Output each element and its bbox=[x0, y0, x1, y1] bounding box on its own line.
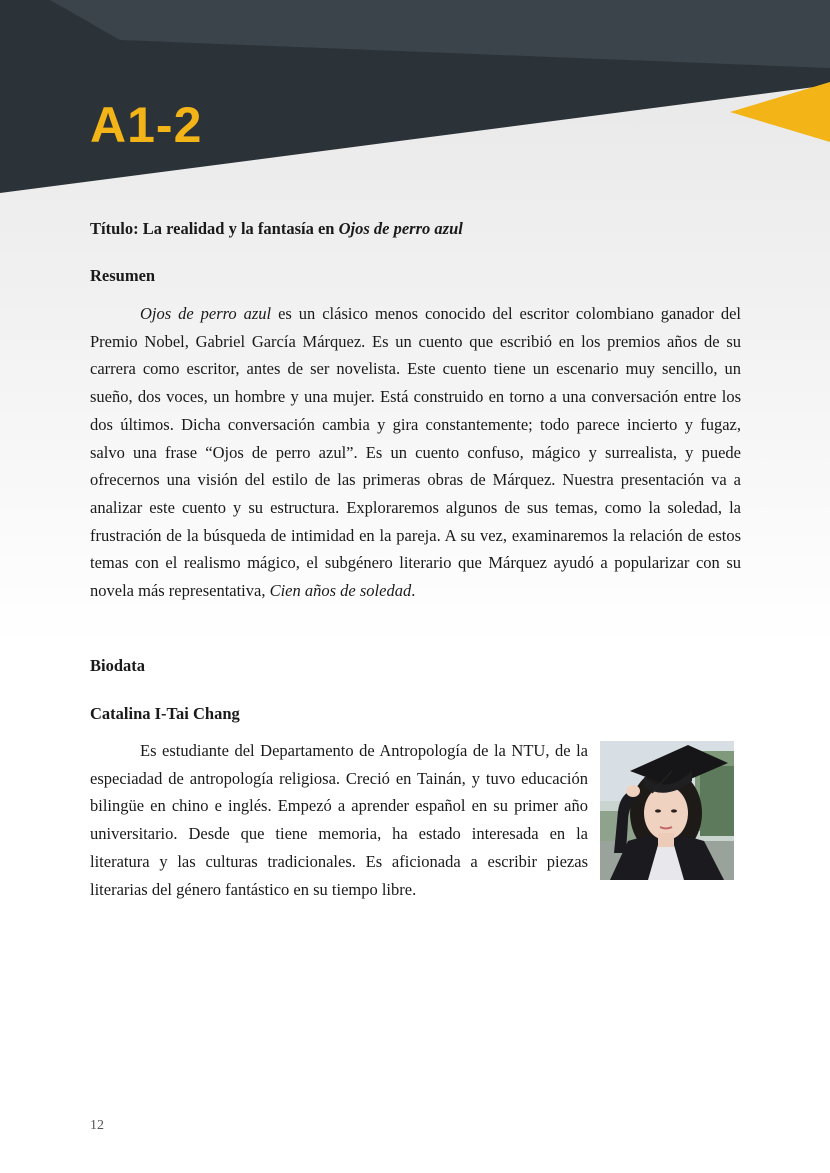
title-work: Ojos de perro azul bbox=[338, 219, 463, 238]
resumen-novel: Cien años de soledad bbox=[269, 581, 412, 601]
biodata-heading: Biodata bbox=[90, 656, 146, 675]
biodata-body bbox=[90, 737, 588, 903]
page-number: 12 bbox=[90, 1118, 104, 1133]
title-prefix: Título: La realidad y la fantasía en bbox=[90, 219, 339, 238]
biodata-paragraph: Es estudiante del Departamento de Antropología de la NTU, de la especiadad de antropología religiosa. Creció en Tainán, y tuvo educación bilingüe en chino e inglés. Empezó a aprender español en su primer año universitario. Desde que tiene memoria, ha estado interesada en la literatura y las culturas tradicionales. Es aficionada a escribir piezas literarias del género fantástico en su tiempo libre. bbox=[90, 741, 588, 899]
resumen-paragraph bbox=[90, 300, 741, 605]
document-title bbox=[90, 219, 463, 239]
resumen-end: . bbox=[411, 581, 416, 601]
author-photo bbox=[600, 741, 734, 880]
author-name: Catalina I-Tai Chang bbox=[90, 704, 240, 723]
resumen-heading: Resumen bbox=[90, 266, 156, 285]
resumen-text: es un clásico menos conocido del escritor colombiano ganador del Premio Nobel, Gabriel García Márquez. Es un cuento que escribió en los premios años de su carrera como escritor, antes de ser novelista. Este cuento tiene un escenario muy sencillo, un sueño, dos voces, un hombre y una mujer. Está construido en torno a una conversación entre los dos últimos. Dicha conversación cambia y gira constantemente; todo parece incierto y fugaz, salvo una frase “Ojos de perro azul”. Es un cuento confuso, mágico y surrealista, y puede ofrecernos una visión del estilo de las primeras obras de Márquez. Nuestra presentación va a analizar este cuento y su estructura. Exploraremos algunos de sus temas, como la soledad, la frustración de la búsqueda de intimidad en la pareja. A su vez, examinaremos la relación de estos temas con el realismo mágico, el subgénero literario que Márquez ayudó a popularizar con su novela más representativa, bbox=[90, 304, 741, 601]
section-code: A1-2 bbox=[90, 97, 203, 153]
resumen-body bbox=[90, 300, 741, 605]
resumen-work: Ojos de perro azul bbox=[140, 304, 272, 323]
